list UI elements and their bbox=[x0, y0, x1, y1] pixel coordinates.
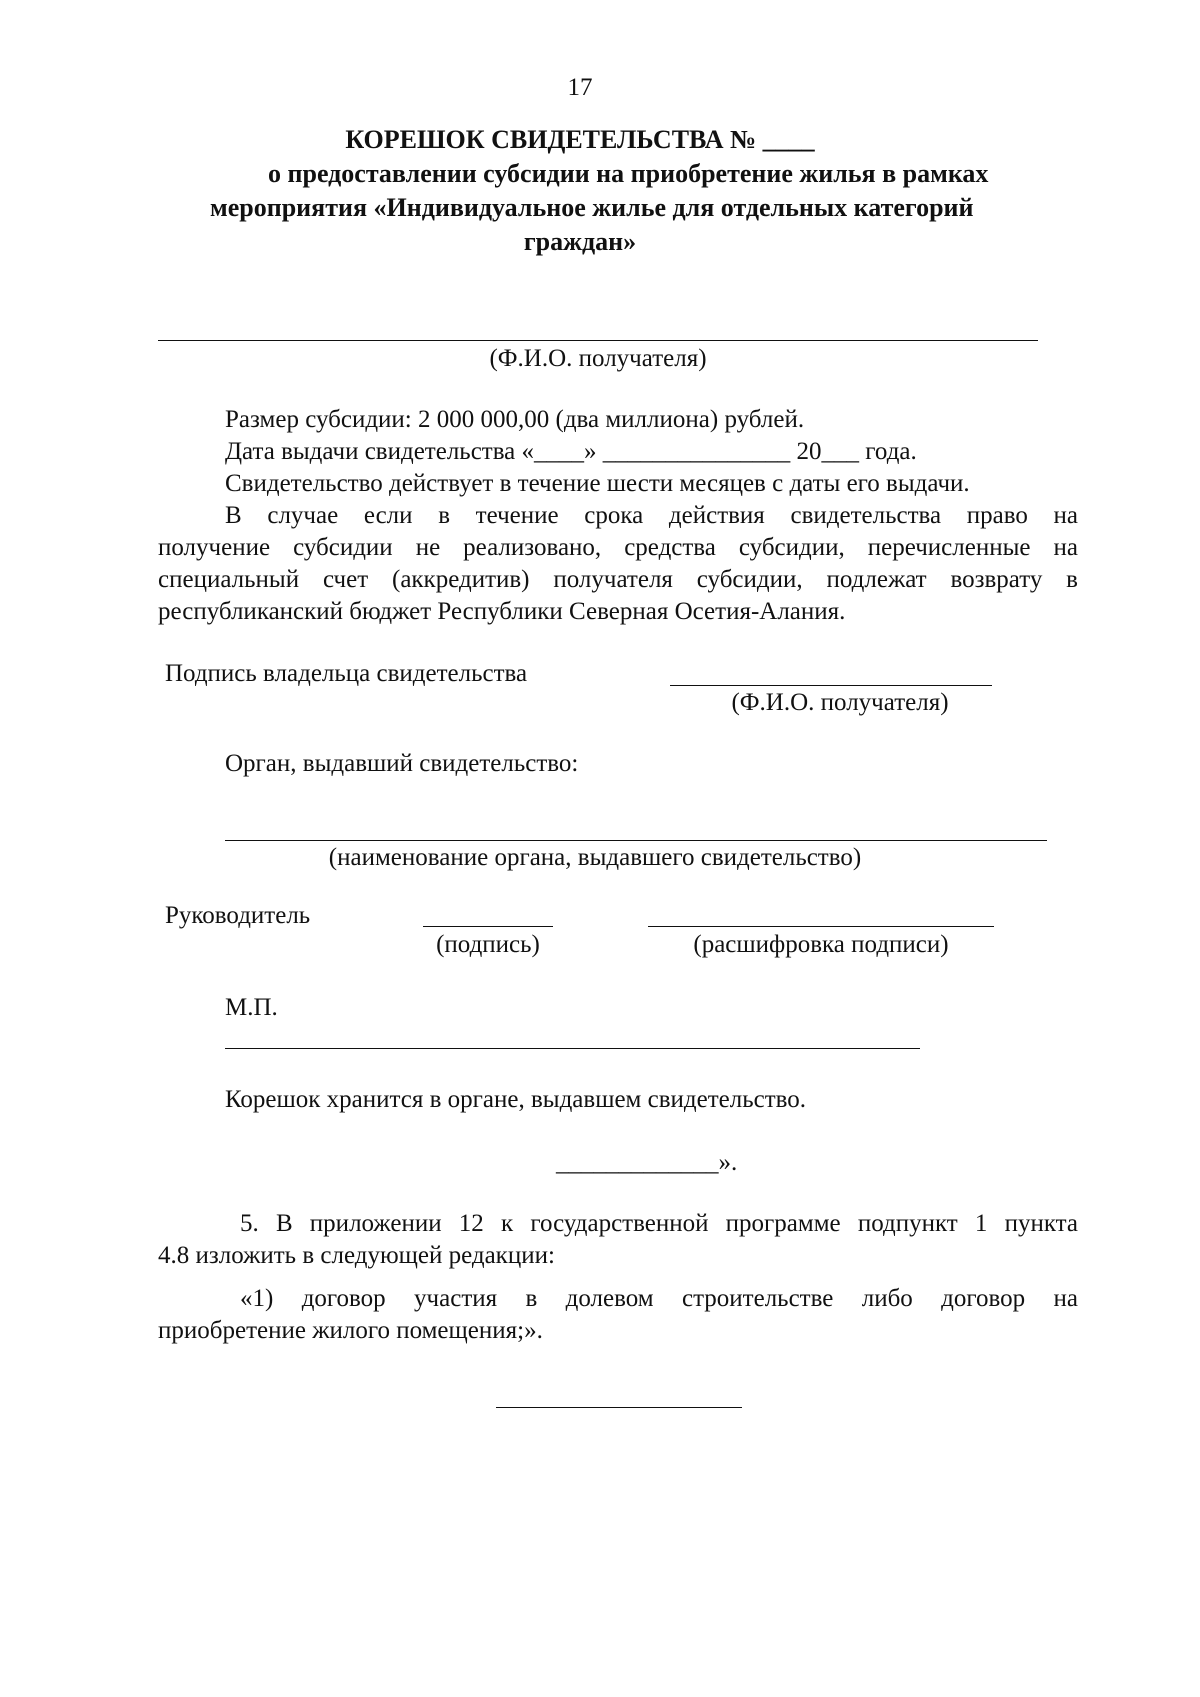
end-separator-line bbox=[496, 1407, 742, 1408]
issuer-name-line bbox=[225, 840, 1047, 841]
document-title: КОРЕШОК СВИДЕТЕЛЬСТВА № ____ bbox=[345, 125, 815, 154]
owner-signature-label: Подпись владельца свидетельства bbox=[165, 660, 528, 687]
owner-signature-line bbox=[670, 685, 992, 686]
issuer-label: Орган, выдавший свидетельство: bbox=[225, 750, 579, 777]
recipient-name-line bbox=[158, 340, 1038, 341]
head-signature-caption: (подпись) bbox=[436, 931, 540, 958]
seal-mark: М.П. bbox=[225, 994, 278, 1021]
paragraph-line-2: получение субсидии не реализовано, средства субсидии, перечисленные на bbox=[158, 534, 1078, 561]
subsidy-amount: Размер субсидии: 2 000 000,00 (два миллиона) рублей. bbox=[225, 406, 805, 433]
separator-line bbox=[225, 1048, 920, 1049]
paragraph-line-3: специальный счет (аккредитив) получателя субсидии, подлежат возврату в bbox=[158, 566, 1078, 593]
paragraph-line-4: республиканский бюджет Республики Северная Осетия-Алания. bbox=[158, 598, 846, 625]
head-signature-line bbox=[423, 926, 553, 927]
owner-signature-caption: (Ф.И.О. получателя) bbox=[731, 689, 949, 716]
amendment-subitem-line-2: приобретение жилого помещения;». bbox=[158, 1317, 543, 1344]
document-subtitle-line-2: мероприятия «Индивидуальное жилье для отдельных категорий bbox=[210, 193, 974, 222]
head-decoding-caption: (расшифровка подписи) bbox=[693, 931, 949, 958]
document-subtitle-line-3: граждан» bbox=[523, 227, 637, 256]
closing-mark: _____________». bbox=[556, 1149, 738, 1176]
amendment-line-2: 4.8 изложить в следующей редакции: bbox=[158, 1242, 555, 1269]
page-number: 17 bbox=[567, 74, 593, 101]
storage-note: Корешок хранится в органе, выдавшем свидетельство. bbox=[225, 1086, 807, 1113]
issuer-caption: (наименование органа, выдавшего свидетельство) bbox=[328, 844, 862, 871]
issue-date: Дата выдачи свидетельства «____» _______________ 20___ года. bbox=[225, 438, 917, 465]
recipient-caption: (Ф.И.О. получателя) bbox=[489, 345, 707, 372]
paragraph-line-1: В случае если в течение срока действия свидетельства право на bbox=[225, 502, 1078, 529]
validity-period: Свидетельство действует в течение шести месяцев с даты его выдачи. bbox=[225, 470, 970, 497]
document-subtitle-line-1: о предоставлении субсидии на приобретение жилья в рамках bbox=[268, 159, 989, 188]
amendment-subitem-line-1: «1) договор участия в долевом строительстве либо договор на bbox=[240, 1285, 1078, 1312]
head-decoding-line bbox=[648, 926, 994, 927]
amendment-line-1: 5. В приложении 12 к государственной программе подпункт 1 пункта bbox=[240, 1210, 1078, 1237]
head-label: Руководитель bbox=[165, 902, 311, 929]
